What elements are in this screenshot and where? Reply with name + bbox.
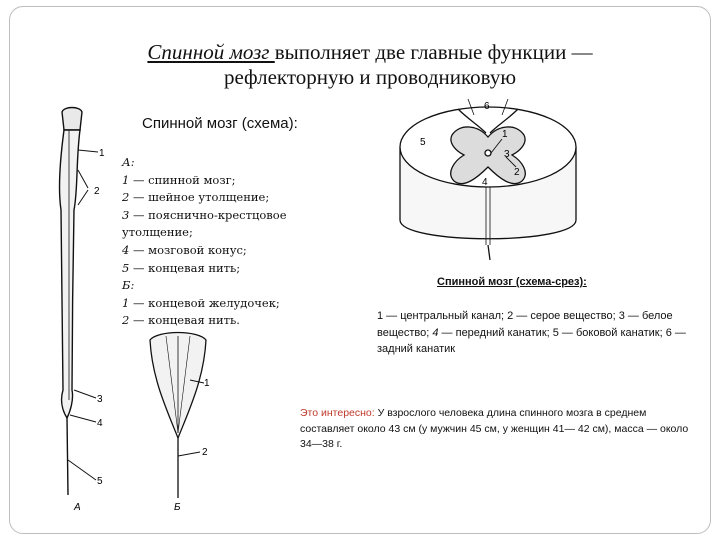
cross-section-description: 1 — центральный канал; 2 — серое вещество; 3 — белое вещество; 4 — передний канатик; 5 — боковой канатик; 6 — задний канатик <box>377 310 686 355</box>
interesting-fact <box>300 406 690 453</box>
marker-a-1: 1 <box>99 148 105 159</box>
title-italic-part: Спинной мозг <box>147 40 275 64</box>
marker-a-2: 2 <box>94 186 100 197</box>
marker-b-1: 1 <box>204 378 210 389</box>
cross-section-figure <box>398 95 578 265</box>
legend-header-a: А: <box>122 155 135 169</box>
marker-a-3: 3 <box>97 394 103 405</box>
section-marker-2: 2 <box>514 167 520 178</box>
legend-header-b: Б: <box>122 278 135 293</box>
page-title <box>80 40 660 90</box>
cord-body <box>60 130 80 418</box>
section-marker-1: 1 <box>502 129 508 140</box>
marker-a-4: 4 <box>97 418 103 429</box>
marker-a-5: 5 <box>97 476 103 487</box>
filum-a <box>67 418 68 495</box>
cord-top <box>62 108 82 131</box>
legend-item: 4 — мозговой конус; <box>122 242 247 257</box>
figure-b-label: Б <box>174 502 181 513</box>
title-rest: выполняет две главные функции — рефлекторную и проводниковую <box>223 40 593 89</box>
figure-legend <box>122 154 302 330</box>
legend-item: 1 — концевой желудочек; <box>122 295 280 310</box>
legend-item: 1 — спинной мозг; <box>122 172 236 187</box>
figure-a-label: А <box>74 502 81 513</box>
legend-item: 5 — концевая нить; <box>122 260 241 275</box>
marker-b-2: 2 <box>202 447 208 458</box>
section-marker-5: 5 <box>420 137 426 148</box>
subtitle: Спинной мозг (схема): <box>142 115 298 132</box>
section-marker-6: 6 <box>484 101 490 112</box>
fact-text: У взрослого человека длина спинного мозга в среднем составляет около 43 см (у мужчин 45 см, у женщин 41— 42 см), масса — около 34—38 г. <box>300 407 689 450</box>
section-marker-3: 3 <box>504 149 510 160</box>
spinal-cord-figure-a <box>50 100 130 520</box>
legend-item: 3 — пояснично-крестцовое утолщение; <box>122 207 287 240</box>
legend-item: 2 — шейное утолщение; <box>122 190 270 205</box>
conus-figure-b <box>138 328 228 518</box>
cross-section-caption: Спинной мозг (схема-срез): <box>437 276 587 288</box>
legend-item: 2 — концевая нить. <box>122 313 240 328</box>
section-marker-4: 4 <box>482 177 488 188</box>
fact-lead: Это интересно: <box>300 407 375 419</box>
